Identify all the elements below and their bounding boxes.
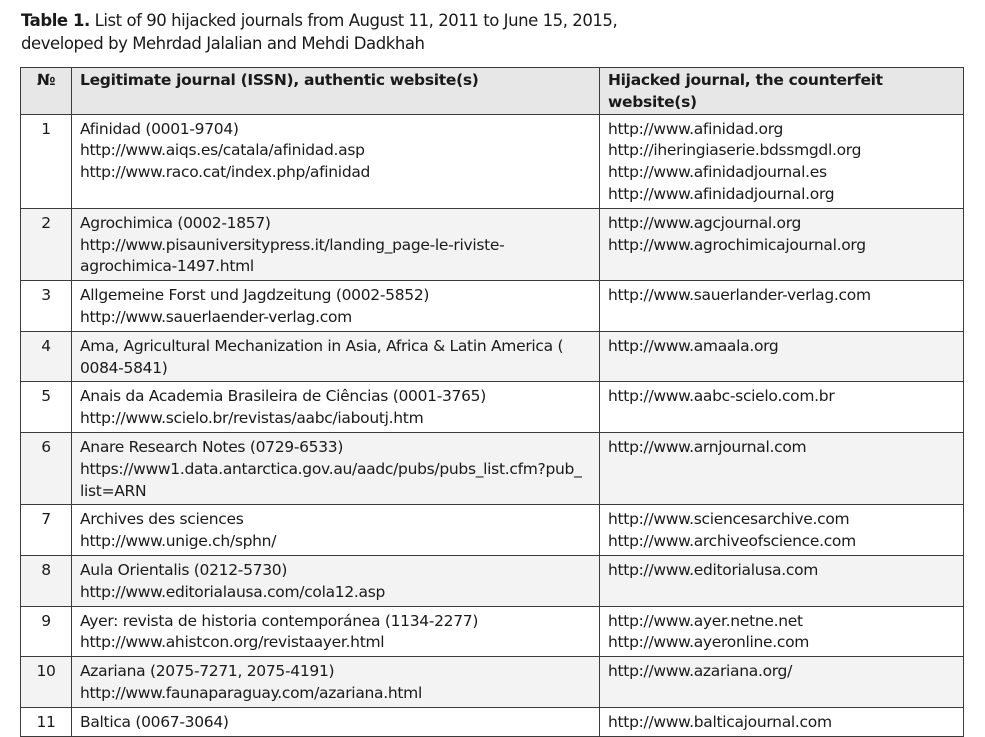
legitimate-journal-cell xyxy=(72,281,600,332)
counterfeit-website-line: http://www.agrochimicajournal.org xyxy=(608,235,866,254)
journal-title: Baltica (0067-3064) xyxy=(80,712,229,731)
counterfeit-website-line: http://www.archiveofscience.com xyxy=(608,532,856,551)
table-row xyxy=(21,432,964,504)
journal-title: Anais da Academia Brasileira de Ciências (0001-3765) xyxy=(80,387,486,406)
counterfeit-website-line: http://www.balticajournal.com xyxy=(608,712,832,731)
table-row xyxy=(21,208,964,280)
hijacked-journal-cell xyxy=(600,208,964,280)
counterfeit-website-line: http://www.afinidadjournal.org xyxy=(608,184,835,203)
hijacked-journal-cell xyxy=(600,555,964,606)
row-number-cell: 10 xyxy=(21,657,72,708)
authentic-website-line: agrochimica-1497.html xyxy=(80,257,254,276)
counterfeit-website-line: http://www.afinidadjournal.es xyxy=(608,163,827,182)
journal-title: Azariana (2075-7271, 2075-4191) xyxy=(80,662,335,681)
journals-table-container xyxy=(20,67,964,737)
hijacked-journal-cell xyxy=(600,657,964,708)
legitimate-journal-cell xyxy=(72,382,600,433)
authentic-website-line: http://www.ahistcon.org/revistaayer.html xyxy=(80,633,385,652)
table-header-row xyxy=(21,68,964,115)
legitimate-journal-cell xyxy=(72,707,600,736)
hijacked-journal-cell xyxy=(600,281,964,332)
hijacked-journal-cell xyxy=(600,331,964,382)
hijacked-journal-cell xyxy=(600,707,964,736)
table-caption xyxy=(21,9,961,55)
hijacked-journal-cell xyxy=(600,505,964,556)
counterfeit-website-line: http://www.ayer.netne.net xyxy=(608,611,803,630)
counterfeit-website-line: http://www.arnjournal.com xyxy=(608,437,807,456)
authentic-website-line: http://www.editorialausa.com/cola12.asp xyxy=(80,582,386,601)
authentic-website-line: http://www.aiqs.es/catala/afinidad.asp xyxy=(80,141,365,160)
table-caption-text: List of 90 hijacked journals from August 11, 2011 to June 15, 2015, xyxy=(89,11,618,30)
row-number-cell: 7 xyxy=(21,505,72,556)
authentic-website-line: list=ARN xyxy=(80,481,147,500)
table-row xyxy=(21,331,964,382)
authentic-website-line: http://www.unige.ch/sphn/ xyxy=(80,532,277,551)
column-header-legitimate-journal: Legitimate journal (ISSN), authentic website(s) xyxy=(72,68,600,115)
authentic-website-line: http://www.sauerlaender-verlag.com xyxy=(80,307,352,326)
legitimate-journal-cell xyxy=(72,606,600,657)
row-number-cell: 9 xyxy=(21,606,72,657)
table-row xyxy=(21,555,964,606)
legitimate-journal-cell xyxy=(72,555,600,606)
table-row xyxy=(21,707,964,736)
journal-title: Afinidad (0001-9704) xyxy=(80,119,239,138)
table-row xyxy=(21,114,964,208)
authentic-website-line: 0084-5841) xyxy=(80,358,168,377)
hijacked-journal-cell xyxy=(600,432,964,504)
counterfeit-website-line: http://www.ayeronline.com xyxy=(608,633,810,652)
table-row xyxy=(21,606,964,657)
authentic-website-line: https://www1.data.antarctica.gov.au/aadc/pubs/pubs_list.cfm?pub_ xyxy=(80,459,582,478)
row-number-cell: 3 xyxy=(21,281,72,332)
row-number-cell: 4 xyxy=(21,331,72,382)
journal-title: Aula Orientalis (0212-5730) xyxy=(80,560,288,579)
hijacked-journal-cell xyxy=(600,114,964,208)
counterfeit-website-line: http://iheringiaserie.bdssmgdl.org xyxy=(608,141,862,160)
legitimate-journal-cell xyxy=(72,208,600,280)
row-number-cell: 1 xyxy=(21,114,72,208)
column-header-number: № xyxy=(21,68,72,115)
counterfeit-website-line: http://www.agcjournal.org xyxy=(608,213,802,232)
journal-title: Allgemeine Forst und Jagdzeitung (0002-5852) xyxy=(80,286,430,305)
authentic-website-line: http://www.faunaparaguay.com/azariana.html xyxy=(80,683,422,702)
table-caption-line2: developed by Mehrdad Jalalian and Mehdi Dadkhah xyxy=(21,34,425,53)
counterfeit-website-line: http://www.editorialusa.com xyxy=(608,560,819,579)
table-row xyxy=(21,382,964,433)
legitimate-journal-cell xyxy=(72,331,600,382)
journal-title: Agrochimica (0002-1857) xyxy=(80,213,271,232)
journal-title: Anare Research Notes (0729-6533) xyxy=(80,437,344,456)
journal-title: Ama, Agricultural Mechanization in Asia, Africa & Latin America ( xyxy=(80,336,564,355)
row-number-cell: 11 xyxy=(21,707,72,736)
table-row xyxy=(21,657,964,708)
row-number-cell: 6 xyxy=(21,432,72,504)
table-row xyxy=(21,281,964,332)
authentic-website-line: http://www.raco.cat/index.php/afinidad xyxy=(80,163,371,182)
legitimate-journal-cell xyxy=(72,657,600,708)
table-row xyxy=(21,505,964,556)
table-body xyxy=(21,114,964,736)
legitimate-journal-cell xyxy=(72,432,600,504)
counterfeit-website-line: http://www.azariana.org/ xyxy=(608,662,793,681)
column-header-hijacked-journal: Hijacked journal, the counterfeit website(s) xyxy=(600,68,964,115)
hijacked-journals-table xyxy=(20,67,964,737)
legitimate-journal-cell xyxy=(72,505,600,556)
hijacked-journal-cell xyxy=(600,382,964,433)
row-number-cell: 5 xyxy=(21,382,72,433)
authentic-website-line: http://www.pisauniversitypress.it/landing_page-le-riviste- xyxy=(80,235,505,254)
counterfeit-website-line: http://www.afinidad.org xyxy=(608,119,784,138)
counterfeit-website-line: http://www.amaala.org xyxy=(608,336,779,355)
hijacked-journal-cell xyxy=(600,606,964,657)
journal-title: Archives des sciences xyxy=(80,510,244,529)
authentic-website-line: http://www.scielo.br/revistas/aabc/iaboutj.htm xyxy=(80,409,424,428)
row-number-cell: 8 xyxy=(21,555,72,606)
row-number-cell: 2 xyxy=(21,208,72,280)
counterfeit-website-line: http://www.sciencesarchive.com xyxy=(608,510,850,529)
journal-title: Ayer: revista de historia contemporánea (1134-2277) xyxy=(80,611,479,630)
counterfeit-website-line: http://www.sauerlander-verlag.com xyxy=(608,286,871,305)
legitimate-journal-cell xyxy=(72,114,600,208)
table-caption-label: Table 1. xyxy=(21,11,90,30)
counterfeit-website-line: http://www.aabc-scielo.com.br xyxy=(608,387,835,406)
